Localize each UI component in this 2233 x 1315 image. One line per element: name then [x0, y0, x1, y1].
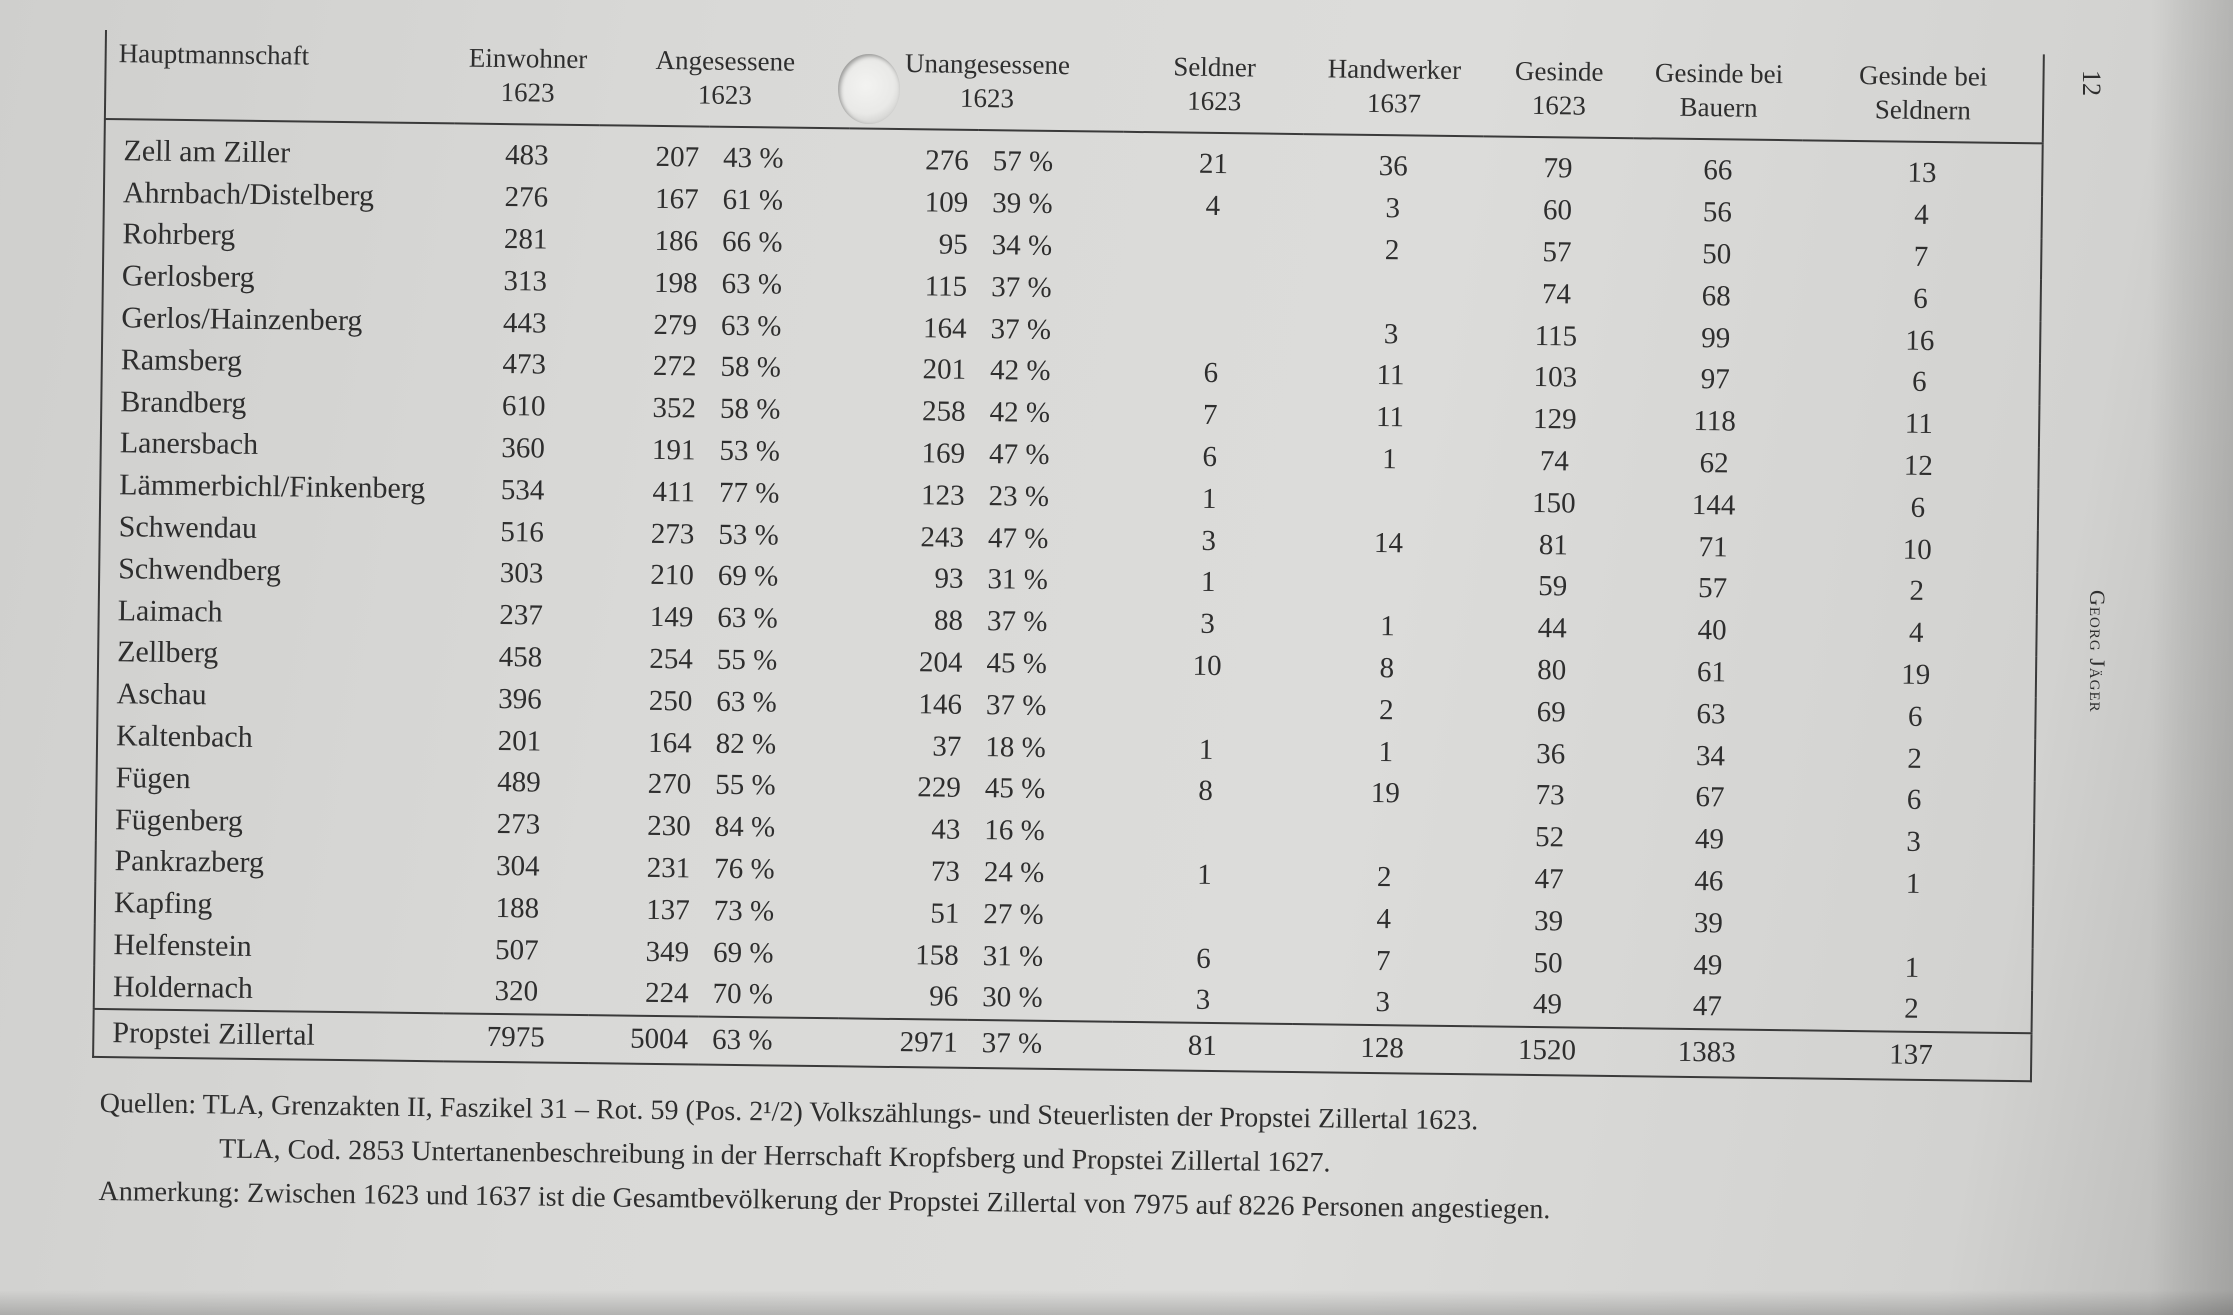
row-unangesessene: 51 [930, 897, 960, 930]
row-gesinde-seldnern: 6 [1907, 700, 1923, 733]
row-angesessene: 191 [651, 433, 696, 467]
row-angesessene-pct: 58 % [720, 351, 782, 384]
row-handwerker: 7 [1375, 944, 1391, 977]
row-angesessene: 210 [650, 559, 695, 592]
row-gesinde-seldnern: 1 [1905, 867, 1921, 900]
row-gesinde-seldnern: 4 [1914, 198, 1929, 232]
row-einwohner: 273 [496, 808, 541, 841]
table-body [94, 119, 2043, 1033]
row-name: Aschau [116, 677, 207, 712]
total-name: Propstei Zillertal [93, 1009, 443, 1061]
row-unangesessene: 201 [922, 353, 967, 387]
row-gesinde: 36 [1535, 737, 1566, 770]
remark-text: Zwischen 1623 und 1637 ist die Gesamtbevölkerung der Propstei Zillertal von 7975 auf 8226 Personen angestiegen. [246, 1177, 1551, 1226]
total-angesessene-pct: 63 % [698, 1016, 838, 1066]
row-unangesessene-pct: 34 % [991, 229, 1053, 262]
row-unangesessene-pct: 37 % [985, 688, 1047, 722]
row-gesinde-bauern: 49 [1694, 823, 1725, 856]
row-handwerker: 1 [1379, 610, 1395, 643]
row-einwohner: 458 [498, 640, 543, 674]
row-einwohner: 483 [504, 139, 549, 172]
row-unangesessene-pct: 39 % [992, 187, 1053, 221]
table-notes [98, 1082, 1700, 1234]
row-angesessene-pct: 82 % [715, 727, 777, 761]
row-gesinde-bauern: 34 [1695, 739, 1726, 772]
row-seldner [1122, 268, 1302, 312]
row-seldner [1121, 310, 1301, 354]
row-gesinde-bauern: 39 [1693, 906, 1724, 940]
row-angesessene: 164 [648, 726, 692, 759]
row-name: Ramsberg [120, 343, 243, 378]
row-gesinde-bauern: 40 [1697, 614, 1727, 647]
row-angesessene-pct: 61 % [722, 183, 784, 217]
row-gesinde-bauern: 71 [1698, 530, 1728, 563]
row-gesinde: 115 [1534, 319, 1578, 353]
row-einwohner: 473 [502, 348, 547, 381]
row-unangesessene-pct: 45 % [984, 772, 1046, 806]
row-unangesessene: 37 [932, 730, 962, 763]
row-angesessene: 349 [645, 935, 690, 968]
header-handwerker: Handwerker 1637 [1304, 45, 1485, 136]
row-angesessene-pct: 69 % [712, 936, 774, 970]
row-handwerker [1298, 563, 1478, 607]
sources-text-2: TLA, Cod. 2853 Untertanenbeschreibung in der Herrschaft Kropfsberg und Propstei Zillertal 1627. [218, 1133, 1331, 1179]
row-angesessene-pct: 55 % [715, 769, 776, 802]
row-name: Lämmerbichl/Finkenberg [119, 468, 426, 506]
row-name: Helfenstein [113, 928, 252, 963]
row-unangesessene: 95 [938, 228, 968, 261]
row-seldner [1116, 686, 1296, 730]
row-angesessene-pct: 63 % [716, 685, 777, 719]
row-unangesessene: 88 [933, 604, 964, 637]
sources-text-1: TLA, Grenzakten II, Faszikel 31 – Rot. 59 (Pos. 2¹/2) Volkszählungs- und Steuerlisten der Propstei Zillertal 1623. [202, 1089, 1479, 1137]
row-angesessene: 186 [654, 224, 699, 258]
sources-label: Quellen: [99, 1087, 197, 1121]
row-seldner: 21 [1198, 148, 1229, 181]
row-angesessene: 231 [646, 851, 691, 885]
row-name: Schwendberg [118, 552, 282, 588]
row-gesinde: 52 [1534, 821, 1565, 854]
row-name: Brandberg [120, 384, 247, 420]
row-einwohner: 489 [497, 766, 541, 799]
row-handwerker: 3 [1383, 317, 1399, 350]
row-gesinde-seldnern: 16 [1905, 324, 1935, 357]
row-einwohner: 507 [494, 933, 539, 967]
row-angesessene: 167 [654, 183, 699, 216]
row-unangesessene-pct: 24 % [983, 856, 1045, 889]
row-gesinde-seldnern: 4 [1908, 616, 1924, 650]
row-seldner [1122, 226, 1302, 270]
row-seldner: 10 [1192, 649, 1222, 683]
row-angesessene-pct: 69 % [717, 560, 779, 593]
row-gesinde-seldnern: 6 [1906, 784, 1922, 817]
row-name: Gerlosberg [121, 259, 255, 295]
row-unangesessene-pct: 31 % [987, 563, 1049, 597]
row-unangesessene: 243 [920, 520, 965, 554]
row-gesinde-seldnern: 10 [1902, 533, 1932, 566]
row-gesinde: 39 [1533, 904, 1564, 938]
row-angesessene: 207 [655, 141, 700, 174]
row-handwerker: 1 [1378, 735, 1394, 768]
row-angesessene: 250 [648, 684, 693, 718]
row-gesinde-bauern: 97 [1700, 363, 1730, 396]
row-name: Fügenberg [114, 802, 244, 838]
row-gesinde-seldnern: 13 [1907, 157, 1937, 190]
total-seldner: 81 [1112, 1021, 1292, 1071]
row-gesinde: 81 [1538, 528, 1569, 561]
header-region: Hauptmannschaft [105, 30, 456, 123]
row-name: Gerlos/Hainzenberg [121, 301, 363, 338]
header-gesinde-bauern: Gesinde bei Bauern [1633, 49, 1804, 140]
row-angesessene: 273 [650, 517, 695, 551]
row-gesinde-seldnern: 11 [1904, 407, 1934, 441]
row-gesinde-bauern: 47 [1692, 990, 1723, 1023]
row-seldner: 1 [1198, 733, 1214, 766]
row-gesinde-seldnern: 19 [1901, 658, 1931, 691]
row-unangesessene: 158 [915, 938, 959, 972]
row-gesinde-seldnern [1793, 904, 2033, 949]
row-gesinde-seldnern: 6 [1912, 282, 1928, 315]
row-einwohner: 396 [498, 682, 542, 716]
row-gesinde: 47 [1534, 862, 1564, 896]
row-handwerker: 36 [1378, 150, 1408, 183]
row-einwohner: 360 [501, 431, 546, 465]
row-unangesessene: 93 [934, 562, 964, 596]
row-unangesessene-pct: 47 % [988, 438, 1050, 471]
row-unangesessene-pct: 42 % [989, 396, 1051, 430]
row-unangesessene-pct: 37 % [986, 605, 1048, 639]
header-gesinde: Gesinde 1623 [1484, 47, 1635, 138]
row-angesessene: 149 [649, 601, 694, 634]
row-name: Laimach [117, 593, 223, 629]
row-gesinde-seldnern: 2 [1909, 575, 1925, 608]
row-einwohner: 201 [497, 724, 542, 758]
row-gesinde-seldnern: 7 [1913, 240, 1929, 273]
row-name: Zell am Ziller [123, 134, 291, 170]
running-head-author: Georg Jäger [2085, 590, 2110, 713]
row-unangesessene: 258 [921, 395, 966, 429]
row-handwerker: 4 [1376, 902, 1392, 935]
row-unangesessene-pct: 31 % [982, 939, 1044, 973]
row-gesinde-bauern: 99 [1701, 321, 1731, 355]
row-gesinde-bauern: 49 [1693, 948, 1723, 981]
row-gesinde-seldnern: 2 [1904, 993, 1919, 1026]
row-gesinde: 73 [1535, 779, 1565, 812]
row-unangesessene: 146 [918, 688, 963, 721]
row-angesessene-pct: 77 % [718, 476, 780, 510]
row-gesinde-seldnern: 6 [1910, 491, 1926, 524]
row-gesinde: 80 [1537, 654, 1567, 687]
row-gesinde-bauern: 67 [1695, 781, 1725, 814]
header-gesinde-seldnern: Gesinde bei Seldnern [1803, 51, 2044, 143]
row-name: Schwendau [118, 510, 258, 546]
total-gesinde-bauern: 1383 [1622, 1028, 1792, 1078]
total-einwohner: 7975 [443, 1013, 589, 1063]
row-name: Kaltenbach [115, 719, 253, 754]
row-einwohner: 304 [495, 849, 540, 883]
row-gesinde-seldnern: 1 [1904, 951, 1920, 984]
row-einwohner: 188 [495, 891, 540, 925]
row-name: Rohrberg [122, 217, 236, 253]
row-handwerker [1299, 479, 1479, 523]
row-name: Kapfing [113, 886, 213, 921]
row-einwohner: 516 [500, 515, 545, 549]
row-gesinde: 79 [1543, 152, 1573, 185]
punch-hole [838, 54, 900, 124]
page-bottom-shadow [0, 1290, 2233, 1315]
row-angesessene-pct: 76 % [714, 852, 775, 886]
row-gesinde: 60 [1542, 194, 1573, 227]
row-angesessene: 198 [653, 266, 698, 300]
page-edge-shadow [2150, 0, 2233, 1315]
row-angesessene-pct: 66 % [721, 225, 783, 259]
row-unangesessene-pct: 37 % [990, 270, 1052, 304]
row-angesessene-pct: 55 % [716, 643, 778, 677]
row-gesinde: 57 [1542, 236, 1572, 269]
row-gesinde-bauern: 68 [1701, 279, 1731, 313]
row-unangesessene-pct: 37 % [990, 312, 1052, 346]
row-unangesessene-pct: 42 % [989, 354, 1051, 388]
row-gesinde-bauern: 144 [1691, 488, 1736, 522]
row-name: Lanersbach [119, 426, 259, 462]
header-einwohner: Einwohner 1623 [455, 34, 601, 125]
row-seldner: 6 [1196, 942, 1211, 975]
row-name: Holdernach [112, 970, 254, 1005]
row-seldner: 6 [1203, 357, 1219, 390]
row-angesessene: 224 [644, 977, 689, 1010]
row-gesinde-seldnern: 2 [1907, 742, 1923, 775]
row-gesinde-bauern: 46 [1694, 864, 1724, 898]
row-angesessene-pct: 70 % [712, 978, 774, 1011]
row-gesinde: 150 [1531, 486, 1576, 520]
row-seldner: 1 [1200, 566, 1216, 599]
row-name: Zellberg [116, 635, 219, 670]
remark-label: Anmerkung: [98, 1175, 241, 1209]
row-handwerker [1295, 814, 1475, 858]
row-handwerker: 3 [1375, 986, 1391, 1019]
row-angesessene-pct: 58 % [719, 392, 781, 426]
row-gesinde: 49 [1532, 988, 1563, 1021]
row-unangesessene: 96 [929, 980, 959, 1014]
row-einwohner: 610 [501, 390, 546, 423]
row-unangesessene: 123 [920, 479, 965, 512]
row-gesinde: 59 [1538, 570, 1568, 603]
row-gesinde-bauern: 63 [1696, 697, 1726, 731]
row-angesessene-pct: 73 % [713, 894, 775, 928]
row-angesessene-pct: 43 % [722, 142, 784, 175]
row-handwerker: 3 [1385, 192, 1401, 225]
row-gesinde-seldnern: 12 [1903, 449, 1934, 482]
row-einwohner: 320 [494, 975, 539, 1008]
row-seldner [1114, 895, 1294, 939]
header-angesessene: Angesessene 1623 [600, 36, 851, 128]
row-gesinde: 44 [1537, 612, 1567, 645]
row-unangesessene: 204 [918, 646, 963, 679]
row-angesessene: 230 [647, 810, 691, 843]
total-gesinde-seldnern: 137 [1791, 1030, 2031, 1081]
total-handwerker: 128 [1292, 1024, 1472, 1074]
row-handwerker: 2 [1378, 693, 1394, 726]
row-angesessene-pct: 63 % [717, 601, 778, 635]
row-gesinde: 50 [1533, 946, 1563, 979]
row-unangesessene: 276 [925, 144, 969, 178]
row-angesessene-pct: 53 % [719, 434, 781, 468]
row-handwerker: 8 [1379, 652, 1395, 685]
total-gesinde: 1520 [1472, 1026, 1622, 1076]
row-unangesessene-pct: 30 % [982, 981, 1043, 1015]
row-angesessene: 279 [653, 308, 698, 342]
row-gesinde-seldnern: 3 [1906, 825, 1922, 859]
row-gesinde-seldnern: 6 [1911, 366, 1927, 399]
row-gesinde: 129 [1532, 403, 1577, 436]
row-gesinde: 69 [1536, 695, 1566, 729]
row-gesinde-bauern: 57 [1697, 572, 1728, 605]
row-unangesessene-pct: 18 % [985, 730, 1047, 764]
row-gesinde-bauern: 61 [1696, 656, 1727, 689]
row-unangesessene-pct: 27 % [983, 897, 1044, 931]
row-einwohner: 276 [504, 181, 549, 214]
row-unangesessene-pct: 16 % [984, 814, 1045, 848]
page-number: 12 [2077, 70, 2106, 96]
row-seldner [1115, 812, 1295, 856]
row-unangesessene: 169 [921, 437, 966, 470]
row-angesessene: 352 [652, 392, 697, 425]
row-einwohner: 443 [502, 306, 547, 340]
total-unangesessene: 2971 [838, 1018, 968, 1068]
row-unangesessene-pct: 45 % [986, 647, 1048, 680]
row-einwohner: 281 [503, 223, 548, 256]
row-angesessene: 411 [652, 475, 696, 509]
row-handwerker [1301, 270, 1481, 314]
row-angesessene: 272 [652, 350, 697, 383]
row-name: Ahrnbach/Distelberg [122, 175, 375, 213]
row-seldner: 6 [1202, 440, 1218, 473]
population-table-wrapper [92, 30, 2045, 1082]
row-einwohner: 303 [499, 557, 544, 590]
row-handwerker: 14 [1373, 526, 1404, 559]
row-gesinde-bauern: 56 [1702, 196, 1733, 229]
row-unangesessene: 164 [922, 311, 967, 345]
row-angesessene-pct: 63 % [721, 267, 783, 301]
row-name: Fügen [115, 761, 191, 795]
row-handwerker: 11 [1376, 359, 1405, 392]
row-seldner: 3 [1201, 524, 1217, 557]
population-table [92, 30, 2045, 1082]
row-angesessene: 270 [647, 768, 692, 801]
total-unangesessene-pct: 37 % [967, 1020, 1112, 1070]
row-gesinde-bauern: 118 [1693, 405, 1737, 438]
row-handwerker: 1 [1382, 443, 1397, 476]
row-handwerker: 2 [1384, 234, 1400, 267]
row-unangesessene-pct: 23 % [988, 479, 1050, 513]
row-handwerker: 11 [1375, 401, 1405, 434]
header-seldner: Seldner 1623 [1124, 43, 1305, 134]
row-seldner: 7 [1202, 399, 1218, 432]
row-unangesessene-pct: 57 % [992, 145, 1054, 179]
row-angesessene-pct: 84 % [714, 810, 776, 844]
row-seldner: 3 [1195, 984, 1211, 1017]
row-handwerker: 2 [1376, 860, 1392, 894]
row-einwohner: 534 [500, 473, 545, 507]
row-gesinde: 74 [1541, 277, 1572, 311]
row-seldner: 4 [1205, 190, 1221, 223]
row-gesinde-bauern: 50 [1702, 238, 1732, 271]
row-angesessene-pct: 63 % [720, 309, 782, 343]
row-einwohner: 313 [503, 264, 548, 298]
row-angesessene: 137 [645, 893, 690, 927]
row-unangesessene: 109 [924, 186, 969, 220]
row-unangesessene: 73 [930, 855, 961, 888]
row-seldner: 1 [1201, 482, 1217, 515]
row-handwerker: 19 [1370, 777, 1401, 810]
row-name: Pankrazberg [114, 844, 265, 880]
row-gesinde: 74 [1539, 445, 1570, 478]
row-unangesessene: 115 [924, 270, 968, 303]
row-angesessene-pct: 53 % [718, 518, 780, 552]
row-gesinde-bauern: 62 [1699, 447, 1729, 480]
row-unangesessene: 229 [917, 771, 962, 805]
row-gesinde: 103 [1533, 361, 1578, 394]
row-einwohner: 237 [499, 599, 544, 632]
header-unangesessene: Unangesessene 1623 [849, 39, 1125, 131]
total-angesessene: 5004 [588, 1015, 698, 1064]
row-seldner: 8 [1198, 775, 1214, 808]
row-angesessene: 254 [649, 642, 694, 676]
row-unangesessene: 43 [931, 813, 961, 846]
row-gesinde-bauern: 66 [1703, 154, 1733, 187]
row-unangesessene-pct: 47 % [987, 521, 1049, 555]
row-seldner: 1 [1197, 858, 1212, 891]
row-seldner: 3 [1200, 607, 1216, 641]
